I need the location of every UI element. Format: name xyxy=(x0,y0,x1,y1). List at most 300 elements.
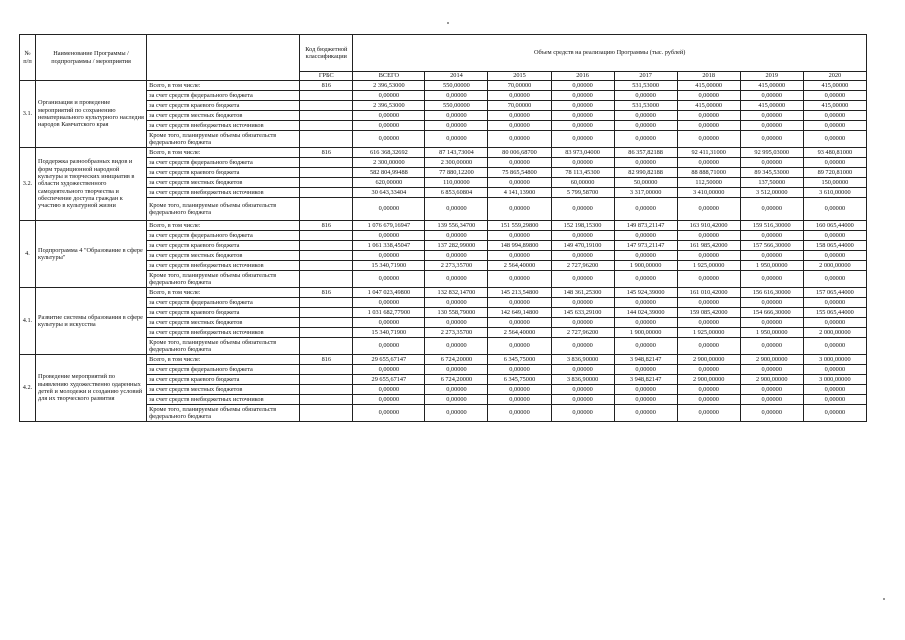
table-row xyxy=(20,365,867,375)
year-cell: 415,00000 xyxy=(677,81,740,91)
funding-source: Всего, в том числе: xyxy=(147,81,300,91)
table-row xyxy=(20,91,867,101)
header-year: 2020 xyxy=(803,72,866,81)
year-cell: 157 566,30000 xyxy=(740,241,803,251)
total-cell: 0,00000 xyxy=(353,405,425,422)
grbs-code xyxy=(300,395,353,405)
funding-source: Всего, в том числе: xyxy=(147,148,300,158)
year-cell: 1 925,00000 xyxy=(677,328,740,338)
year-cell: 92 411,31000 xyxy=(677,148,740,158)
section-number: 3.2. xyxy=(20,148,36,221)
year-cell: 6 345,75000 xyxy=(488,375,551,385)
year-cell: 0,00000 xyxy=(551,405,614,422)
year-cell: 0,00000 xyxy=(803,298,866,308)
year-cell: 0,00000 xyxy=(425,395,488,405)
year-cell: 1 950,00000 xyxy=(740,261,803,271)
year-cell: 3 836,90000 xyxy=(551,375,614,385)
year-cell: 89 720,81000 xyxy=(803,168,866,178)
year-cell: 0,00000 xyxy=(803,251,866,261)
year-cell: 3 610,00000 xyxy=(803,188,866,198)
header-total: ВСЕГО xyxy=(353,72,425,81)
total-cell: 0,00000 xyxy=(353,385,425,395)
header-grbs: ГРБС xyxy=(300,72,353,81)
year-cell: 0,00000 xyxy=(425,298,488,308)
table-row xyxy=(20,178,867,188)
total-cell: 1 031 682,77900 xyxy=(353,308,425,318)
year-cell: 550,00000 xyxy=(425,101,488,111)
year-cell: 159 516,30000 xyxy=(740,221,803,231)
table-row xyxy=(20,158,867,168)
year-cell: 0,00000 xyxy=(803,158,866,168)
year-cell: 0,00000 xyxy=(614,298,677,308)
total-cell: 1 076 679,16947 xyxy=(353,221,425,231)
header-code: Код бюджетной классификации xyxy=(300,35,353,72)
year-cell: 6 724,20000 xyxy=(425,355,488,365)
total-cell: 0,00000 xyxy=(353,338,425,355)
year-cell: 157 065,44000 xyxy=(803,288,866,298)
year-cell: 110,00000 xyxy=(425,178,488,188)
year-cell: 2 564,40000 xyxy=(488,261,551,271)
table-row xyxy=(20,148,867,158)
grbs-code xyxy=(300,385,353,395)
year-cell: 0,00000 xyxy=(677,111,740,121)
year-cell: 1 900,00000 xyxy=(614,261,677,271)
table-row xyxy=(20,261,867,271)
funding-source: за счет средств местных бюджетов xyxy=(147,178,300,188)
section-number: 4.1. xyxy=(20,288,36,355)
year-cell: 92 995,03000 xyxy=(740,148,803,158)
header-blank xyxy=(147,35,300,81)
year-cell: 415,00000 xyxy=(677,101,740,111)
year-cell: 0,00000 xyxy=(803,318,866,328)
year-cell: 0,00000 xyxy=(614,318,677,328)
year-cell: 2 273,35700 xyxy=(425,261,488,271)
year-cell: 550,00000 xyxy=(425,81,488,91)
total-cell: 0,00000 xyxy=(353,271,425,288)
funding-source: за счет средств местных бюджетов xyxy=(147,111,300,121)
year-cell: 0,00000 xyxy=(740,338,803,355)
table-row xyxy=(20,298,867,308)
year-cell: 0,00000 xyxy=(551,131,614,148)
year-cell: 3 317,00000 xyxy=(614,188,677,198)
year-cell: 75 865,54800 xyxy=(488,168,551,178)
year-cell: 0,00000 xyxy=(614,91,677,101)
table-row xyxy=(20,101,867,111)
year-cell: 0,00000 xyxy=(425,318,488,328)
total-cell: 0,00000 xyxy=(353,131,425,148)
year-cell: 151 559,29800 xyxy=(488,221,551,231)
year-cell: 0,00000 xyxy=(488,178,551,188)
funding-source: Кроме того, планируемые объемы обязательств федерального бюджета xyxy=(147,405,300,422)
year-cell: 0,00000 xyxy=(803,395,866,405)
year-cell: 2 727,96200 xyxy=(551,261,614,271)
year-cell: 0,00000 xyxy=(551,111,614,121)
grbs-code: 816 xyxy=(300,288,353,298)
year-cell: 70,00000 xyxy=(488,81,551,91)
year-cell: 145 213,54800 xyxy=(488,288,551,298)
table-row xyxy=(20,168,867,178)
year-cell: 60,00000 xyxy=(551,178,614,188)
year-cell: 156 616,30000 xyxy=(740,288,803,298)
table-row xyxy=(20,328,867,338)
year-cell: 0,00000 xyxy=(614,385,677,395)
year-cell: 78 113,45300 xyxy=(551,168,614,178)
funding-source: за счет средств краевого бюджета xyxy=(147,168,300,178)
year-cell: 3 410,00000 xyxy=(677,188,740,198)
year-cell: 0,00000 xyxy=(803,385,866,395)
scan-speck xyxy=(447,22,449,24)
year-cell: 0,00000 xyxy=(803,91,866,101)
funding-source: за счет средств внебюджетных источников xyxy=(147,261,300,271)
year-cell: 0,00000 xyxy=(551,251,614,261)
year-cell: 531,53000 xyxy=(614,81,677,91)
year-cell: 2 000,00000 xyxy=(803,261,866,271)
table-row xyxy=(20,338,867,355)
year-cell: 0,00000 xyxy=(551,121,614,131)
funding-source: за счет средств федерального бюджета xyxy=(147,231,300,241)
year-cell: 142 649,14800 xyxy=(488,308,551,318)
grbs-code xyxy=(300,188,353,198)
section-name: Проведение мероприятий по выявлению художественно одаренных детей и молодежи и созданию условий для их творческого развития xyxy=(36,355,147,422)
grbs-code xyxy=(300,168,353,178)
grbs-code xyxy=(300,231,353,241)
year-cell: 0,00000 xyxy=(614,231,677,241)
year-cell: 0,00000 xyxy=(551,365,614,375)
year-cell: 0,00000 xyxy=(614,158,677,168)
year-cell: 0,00000 xyxy=(551,101,614,111)
year-cell: 2 000,00000 xyxy=(803,328,866,338)
year-cell: 0,00000 xyxy=(425,231,488,241)
year-cell: 80 006,68700 xyxy=(488,148,551,158)
table-row xyxy=(20,271,867,288)
year-cell: 0,00000 xyxy=(803,338,866,355)
year-cell: 0,00000 xyxy=(488,271,551,288)
year-cell: 0,00000 xyxy=(551,91,614,101)
year-cell: 0,00000 xyxy=(677,158,740,168)
year-cell: 163 910,42000 xyxy=(677,221,740,231)
year-cell: 0,00000 xyxy=(803,231,866,241)
year-cell: 145 633,29100 xyxy=(551,308,614,318)
year-cell: 0,00000 xyxy=(677,251,740,261)
year-cell: 0,00000 xyxy=(488,395,551,405)
year-cell: 0,00000 xyxy=(803,131,866,148)
year-cell: 3 948,82147 xyxy=(614,375,677,385)
year-cell: 0,00000 xyxy=(677,318,740,328)
year-cell: 415,00000 xyxy=(740,81,803,91)
year-cell: 2 900,00000 xyxy=(740,355,803,365)
year-cell: 2 300,00000 xyxy=(425,158,488,168)
funding-source: за счет средств внебюджетных источников xyxy=(147,395,300,405)
year-cell: 0,00000 xyxy=(488,251,551,261)
funding-source: за счет средств местных бюджетов xyxy=(147,385,300,395)
year-cell: 154 666,30000 xyxy=(740,308,803,318)
year-cell: 0,00000 xyxy=(677,395,740,405)
table-row xyxy=(20,121,867,131)
section-name: Организация и проведение мероприятий по сохранению нематериального культурного наследия народов Камчатского края xyxy=(36,81,147,148)
funding-source: Кроме того, планируемые объемы обязательств федерального бюджета xyxy=(147,338,300,355)
year-cell: 0,00000 xyxy=(740,91,803,101)
total-cell: 15 340,71900 xyxy=(353,261,425,271)
year-cell: 0,00000 xyxy=(740,131,803,148)
year-cell: 0,00000 xyxy=(425,271,488,288)
grbs-code xyxy=(300,328,353,338)
funding-source: за счет средств внебюджетных источников xyxy=(147,121,300,131)
year-cell: 0,00000 xyxy=(677,91,740,101)
year-cell: 137,50000 xyxy=(740,178,803,188)
total-cell: 0,00000 xyxy=(353,365,425,375)
year-cell: 0,00000 xyxy=(677,231,740,241)
year-cell: 0,00000 xyxy=(740,231,803,241)
year-cell: 0,00000 xyxy=(740,385,803,395)
year-cell: 0,00000 xyxy=(551,158,614,168)
year-cell: 531,53000 xyxy=(614,101,677,111)
year-cell: 0,00000 xyxy=(551,395,614,405)
section-name: Подпрограмма 4 "Образование в сфере культуры" xyxy=(36,221,147,288)
year-cell: 0,00000 xyxy=(425,111,488,121)
year-cell: 0,00000 xyxy=(740,271,803,288)
grbs-code: 816 xyxy=(300,221,353,231)
total-cell: 2 300,00000 xyxy=(353,158,425,168)
year-cell: 4 141,13900 xyxy=(488,188,551,198)
funding-source: за счет средств местных бюджетов xyxy=(147,251,300,261)
year-cell: 2 900,00000 xyxy=(677,375,740,385)
table-row xyxy=(20,405,867,422)
funding-source: Кроме того, планируемые объемы обязательств федерального бюджета xyxy=(147,198,300,221)
year-cell: 6 724,20000 xyxy=(425,375,488,385)
header-no: № п/п xyxy=(20,35,36,81)
year-cell: 0,00000 xyxy=(614,131,677,148)
header-name: Наименование Программы / подпрограммы / мероприятия xyxy=(36,35,147,81)
table-row xyxy=(20,288,867,298)
year-cell: 0,00000 xyxy=(740,298,803,308)
funding-source: за счет средств краевого бюджета xyxy=(147,375,300,385)
header-year: 2014 xyxy=(425,72,488,81)
grbs-code xyxy=(300,241,353,251)
year-cell: 0,00000 xyxy=(677,271,740,288)
table-row xyxy=(20,385,867,395)
year-cell: 159 085,42000 xyxy=(677,308,740,318)
year-cell: 0,00000 xyxy=(425,198,488,221)
year-cell: 0,00000 xyxy=(551,385,614,395)
grbs-code xyxy=(300,121,353,131)
header-year: 2018 xyxy=(677,72,740,81)
year-cell: 0,00000 xyxy=(488,121,551,131)
year-cell: 70,00000 xyxy=(488,101,551,111)
funding-source: за счет средств краевого бюджета xyxy=(147,241,300,251)
funding-source: Всего, в том числе: xyxy=(147,355,300,365)
table-row xyxy=(20,111,867,121)
total-cell: 0,00000 xyxy=(353,231,425,241)
year-cell: 0,00000 xyxy=(425,91,488,101)
year-cell: 0,00000 xyxy=(488,318,551,328)
year-cell: 152 198,15300 xyxy=(551,221,614,231)
grbs-code xyxy=(300,308,353,318)
table-row xyxy=(20,355,867,365)
grbs-code xyxy=(300,251,353,261)
table-row xyxy=(20,81,867,91)
table-row xyxy=(20,251,867,261)
year-cell: 87 143,73004 xyxy=(425,148,488,158)
year-cell: 0,00000 xyxy=(740,365,803,375)
year-cell: 0,00000 xyxy=(488,198,551,221)
year-cell: 0,00000 xyxy=(677,298,740,308)
year-cell: 3 000,00000 xyxy=(803,375,866,385)
grbs-code xyxy=(300,375,353,385)
year-cell: 0,00000 xyxy=(425,405,488,422)
section-number: 4.2. xyxy=(20,355,36,422)
total-cell: 0,00000 xyxy=(353,298,425,308)
year-cell: 0,00000 xyxy=(551,271,614,288)
section-number: 3.1. xyxy=(20,81,36,148)
funding-source: Кроме того, планируемые объемы обязательств федерального бюджета xyxy=(147,271,300,288)
year-cell: 415,00000 xyxy=(740,101,803,111)
year-cell: 0,00000 xyxy=(614,405,677,422)
year-cell: 158 065,44000 xyxy=(803,241,866,251)
year-cell: 415,00000 xyxy=(803,101,866,111)
year-cell: 0,00000 xyxy=(614,338,677,355)
year-cell: 149 470,19100 xyxy=(551,241,614,251)
table-row xyxy=(20,188,867,198)
year-cell: 130 558,79000 xyxy=(425,308,488,318)
year-cell: 0,00000 xyxy=(614,365,677,375)
total-cell: 29 655,67147 xyxy=(353,355,425,365)
grbs-code xyxy=(300,365,353,375)
year-cell: 161 985,42000 xyxy=(677,241,740,251)
section-number: 4. xyxy=(20,221,36,288)
year-cell: 0,00000 xyxy=(614,271,677,288)
year-cell: 0,00000 xyxy=(425,131,488,148)
grbs-code xyxy=(300,111,353,121)
year-cell: 89 345,53000 xyxy=(740,168,803,178)
year-cell: 137 282,99000 xyxy=(425,241,488,251)
total-cell: 0,00000 xyxy=(353,395,425,405)
year-cell: 0,00000 xyxy=(740,395,803,405)
year-cell: 0,00000 xyxy=(425,251,488,261)
year-cell: 144 024,39000 xyxy=(614,308,677,318)
year-cell: 0,00000 xyxy=(677,338,740,355)
table-row xyxy=(20,395,867,405)
year-cell: 2 273,35700 xyxy=(425,328,488,338)
grbs-code xyxy=(300,318,353,328)
year-cell: 145 924,39000 xyxy=(614,288,677,298)
funding-source: за счет средств краевого бюджета xyxy=(147,101,300,111)
year-cell: 3 000,00000 xyxy=(803,355,866,365)
year-cell: 415,00000 xyxy=(803,81,866,91)
total-cell: 1 047 023,49800 xyxy=(353,288,425,298)
total-cell: 15 340,71900 xyxy=(353,328,425,338)
total-cell: 1 061 338,45047 xyxy=(353,241,425,251)
section-name: Поддержка разнообразных видов и форм традиционной народной культуры и творческих инициатив в области художественного самодеятельного творчества и обеспечение доступа граждан к участию в культурной жизни xyxy=(36,148,147,221)
year-cell: 3 836,90000 xyxy=(551,355,614,365)
total-cell: 616 368,32692 xyxy=(353,148,425,158)
year-cell: 0,00000 xyxy=(740,251,803,261)
year-cell: 1 950,00000 xyxy=(740,328,803,338)
table-row xyxy=(20,231,867,241)
year-cell: 150,00000 xyxy=(803,178,866,188)
funding-source: за счет средств федерального бюджета xyxy=(147,298,300,308)
year-cell: 148 361,25300 xyxy=(551,288,614,298)
year-cell: 3 948,82147 xyxy=(614,355,677,365)
year-cell: 0,00000 xyxy=(488,298,551,308)
year-cell: 0,00000 xyxy=(488,405,551,422)
grbs-code: 816 xyxy=(300,355,353,365)
year-cell: 0,00000 xyxy=(425,385,488,395)
total-cell: 30 643,33404 xyxy=(353,188,425,198)
year-cell: 93 480,81000 xyxy=(803,148,866,158)
header-year: 2016 xyxy=(551,72,614,81)
section-name: Развитие системы образования в сфере культуры и искусства xyxy=(36,288,147,355)
total-cell: 0,00000 xyxy=(353,251,425,261)
year-cell: 0,00000 xyxy=(425,338,488,355)
year-cell: 0,00000 xyxy=(551,81,614,91)
year-cell: 0,00000 xyxy=(614,198,677,221)
year-cell: 0,00000 xyxy=(803,121,866,131)
grbs-code xyxy=(300,101,353,111)
year-cell: 0,00000 xyxy=(614,111,677,121)
year-cell: 82 990,82188 xyxy=(614,168,677,178)
year-cell: 5 799,58700 xyxy=(551,188,614,198)
year-cell: 161 010,42000 xyxy=(677,288,740,298)
year-cell: 0,00000 xyxy=(803,365,866,375)
header-year: 2015 xyxy=(488,72,551,81)
funding-source: Всего, в том числе: xyxy=(147,288,300,298)
total-cell: 29 655,67147 xyxy=(353,375,425,385)
year-cell: 0,00000 xyxy=(740,198,803,221)
year-cell: 0,00000 xyxy=(614,395,677,405)
total-cell: 0,00000 xyxy=(353,198,425,221)
total-cell: 620,00000 xyxy=(353,178,425,188)
year-cell: 0,00000 xyxy=(614,251,677,261)
year-cell: 0,00000 xyxy=(488,231,551,241)
funding-source: Кроме того, планируемые объемы обязательств федерального бюджета xyxy=(147,131,300,148)
year-cell: 0,00000 xyxy=(614,121,677,131)
total-cell: 2 396,53000 xyxy=(353,81,425,91)
year-cell: 148 994,89800 xyxy=(488,241,551,251)
year-cell: 86 357,82188 xyxy=(614,148,677,158)
table-row xyxy=(20,198,867,221)
funding-source: за счет средств местных бюджетов xyxy=(147,318,300,328)
year-cell: 132 832,14700 xyxy=(425,288,488,298)
year-cell: 160 065,44000 xyxy=(803,221,866,231)
year-cell: 0,00000 xyxy=(488,158,551,168)
year-cell: 112,50000 xyxy=(677,178,740,188)
year-cell: 0,00000 xyxy=(803,111,866,121)
grbs-code xyxy=(300,178,353,188)
year-cell: 0,00000 xyxy=(677,131,740,148)
year-cell: 1 900,00000 xyxy=(614,328,677,338)
year-cell: 83 973,04000 xyxy=(551,148,614,158)
year-cell: 0,00000 xyxy=(677,365,740,375)
year-cell: 0,00000 xyxy=(488,385,551,395)
total-cell: 0,00000 xyxy=(353,121,425,131)
grbs-code xyxy=(300,338,353,355)
funding-source: за счет средств федерального бюджета xyxy=(147,365,300,375)
grbs-code xyxy=(300,261,353,271)
year-cell: 0,00000 xyxy=(677,198,740,221)
table-row xyxy=(20,318,867,328)
table-row xyxy=(20,308,867,318)
grbs-code xyxy=(300,158,353,168)
year-cell: 139 556,34700 xyxy=(425,221,488,231)
year-cell: 0,00000 xyxy=(551,318,614,328)
scan-speck xyxy=(883,598,885,600)
grbs-code xyxy=(300,298,353,308)
year-cell: 147 973,21147 xyxy=(614,241,677,251)
year-cell: 0,00000 xyxy=(488,131,551,148)
header-year: 2017 xyxy=(614,72,677,81)
year-cell: 2 564,40000 xyxy=(488,328,551,338)
budget-table xyxy=(19,34,867,422)
